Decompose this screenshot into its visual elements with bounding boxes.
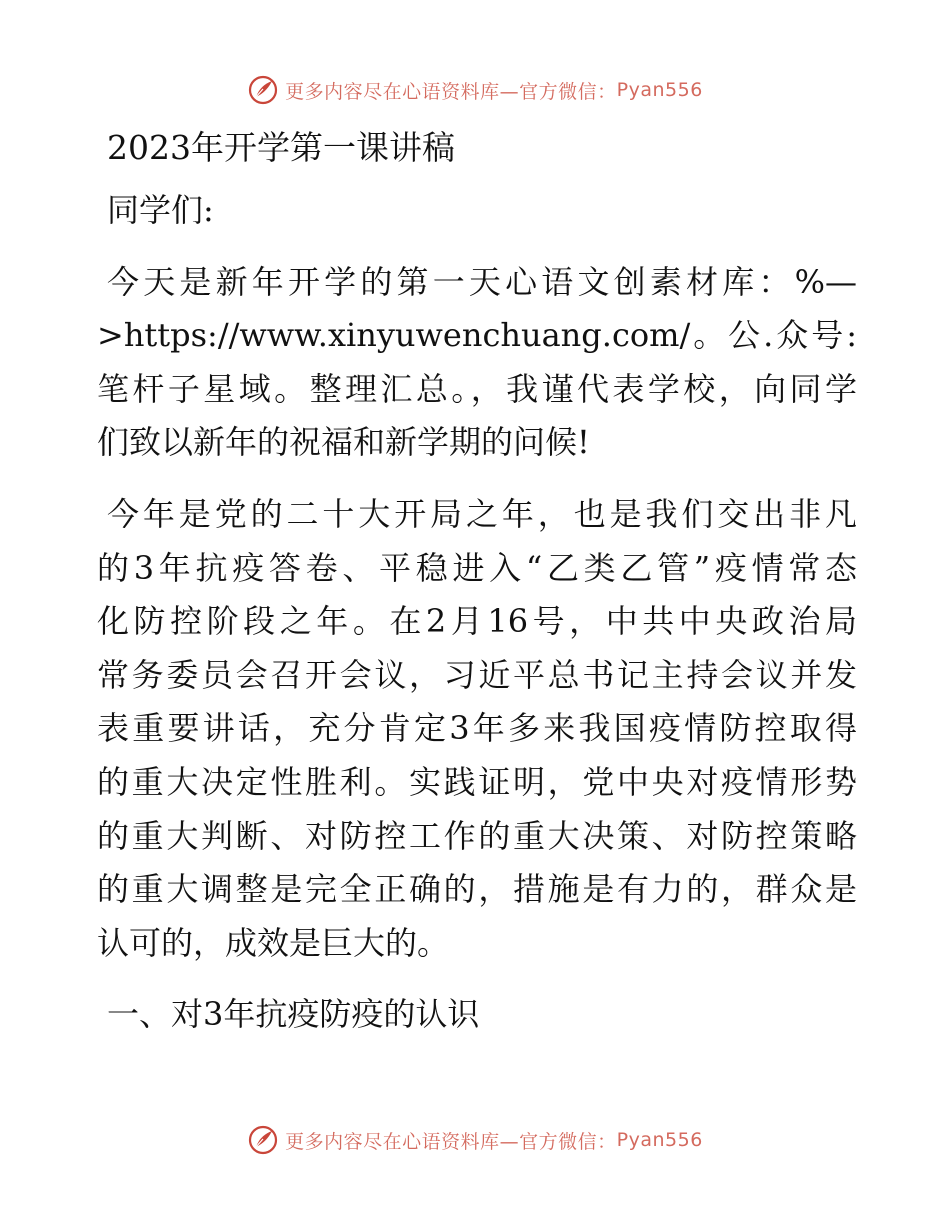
watermark-wechat-id: Pyan556 [616, 79, 703, 101]
document-body [97, 120, 857, 1042]
paragraph-2-line: 今年是党的二十大开局之年，也是我们交出非凡 [107, 494, 857, 533]
paragraph-1 [97, 256, 857, 470]
salutation: 同学们: [107, 191, 214, 229]
paragraph-2-line: 常务委员会召开会议，习近平总书记主持会议并发 [97, 655, 857, 694]
paragraph-2-line: 的3年抗疫答卷、平稳进入“乙类乙管”疫情常态 [97, 548, 857, 587]
watermark-text: 更多内容尽在心语资料库—官方微信： [285, 1130, 617, 1153]
section-heading-1: 一、对3年抗疫防疫的认识 [107, 995, 480, 1034]
paragraph-2-line: 认可的，成效是巨大的。 [97, 923, 450, 962]
watermark-text: 更多内容尽在心语资料库—官方微信： [285, 80, 617, 103]
paragraph-1-line: >https://www.xinyuwenchuang.com/。公.众号: [97, 316, 857, 355]
paragraph-2-line: 化防控阶段之年。在2月16号，中共中央政治局 [97, 602, 857, 641]
paragraph-1-line: 笔杆子星域。整理汇总。，我谨代表学校，向同学 [97, 369, 857, 408]
feather-pen-logo-icon [247, 1124, 279, 1156]
watermark-wechat-id: Pyan556 [616, 1129, 703, 1151]
document-title: 2023年开学第一课讲稿 [107, 128, 455, 167]
paragraph-2 [97, 488, 857, 970]
paragraph-2-line: 的重大调整是完全正确的，措施是有力的，群众是 [97, 870, 857, 909]
paragraph-2-line: 表重要讲话，充分肯定3年多来我国疫情防控取得 [97, 709, 857, 748]
footer-watermark [0, 1120, 950, 1160]
paragraph-1-line: 今天是新年开学的第一天心语文创素材库：%— [107, 262, 857, 301]
paragraph-1-line: 们致以新年的祝福和新学期的问候! [97, 423, 590, 462]
header-watermark [0, 70, 950, 110]
paragraph-2-line: 的重大判断、对防控工作的重大决策、对防控策略 [97, 816, 857, 855]
paragraph-2-line: 的重大决定性胜利。实践证明，党中央对疫情形势 [97, 762, 857, 801]
feather-pen-logo-icon [247, 74, 279, 106]
